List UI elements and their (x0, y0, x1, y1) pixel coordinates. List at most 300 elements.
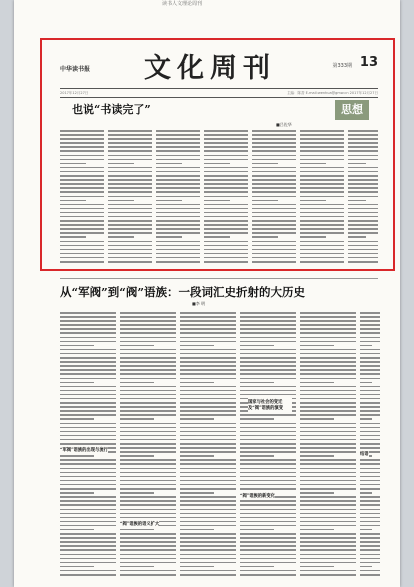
text-line (60, 533, 116, 535)
second-byline: ■李 明 (192, 301, 206, 306)
text-line (180, 353, 236, 355)
text-line (180, 345, 214, 347)
masthead-subline (60, 91, 378, 96)
text-line (60, 171, 104, 173)
text-line (300, 328, 356, 330)
text-line (180, 566, 214, 568)
text-line (120, 472, 176, 474)
text-line (360, 394, 380, 396)
text-line (360, 414, 380, 416)
text-line (120, 373, 176, 375)
text-line (108, 245, 152, 247)
text-line (60, 191, 104, 193)
text-line (180, 509, 236, 511)
text-line (300, 492, 334, 494)
text-line (120, 484, 176, 486)
text-line (360, 373, 380, 375)
text-line (180, 570, 236, 572)
text-line (60, 183, 104, 185)
text-line (348, 171, 378, 173)
text-line (120, 562, 176, 564)
column-badge: 思想 (335, 100, 369, 120)
text-line (120, 517, 176, 519)
text-line (204, 228, 248, 230)
text-line (300, 134, 344, 136)
text-line (300, 349, 356, 351)
text-line (120, 414, 176, 416)
text-line (60, 525, 116, 527)
text-line (360, 570, 380, 572)
text-line (108, 232, 152, 234)
text-line (240, 418, 274, 420)
text-line (156, 208, 200, 210)
text-line (180, 562, 236, 564)
text-line (252, 155, 296, 157)
text-line (240, 558, 296, 560)
masthead-rule (60, 88, 378, 89)
text-line (300, 431, 356, 433)
text-line (204, 150, 248, 152)
text-line (120, 537, 176, 539)
text-line (120, 447, 176, 449)
text-line (156, 253, 200, 255)
text-line (300, 537, 356, 539)
text-line (240, 332, 296, 334)
text-line (156, 146, 200, 148)
text-line (60, 566, 94, 568)
text-line (360, 492, 372, 494)
text-line (60, 312, 116, 314)
text-line (60, 163, 86, 165)
subhead-4: 结语 (360, 452, 369, 457)
text-line (120, 324, 176, 326)
text-line (156, 134, 200, 136)
text-line (60, 196, 104, 198)
second-col-2 (120, 312, 176, 580)
text-line (360, 427, 380, 429)
text-line (180, 443, 236, 445)
text-line (240, 357, 296, 359)
text-line (60, 159, 104, 161)
text-line (108, 200, 134, 202)
text-line (300, 570, 356, 572)
text-line (120, 427, 176, 429)
text-line (120, 353, 176, 355)
text-line (348, 232, 378, 234)
text-line (120, 468, 176, 470)
text-line (300, 241, 344, 243)
text-line (60, 410, 116, 412)
text-line (240, 414, 296, 416)
text-line (120, 529, 154, 531)
text-line (300, 320, 356, 322)
text-line (180, 468, 236, 470)
text-line (240, 480, 296, 482)
text-line (204, 224, 248, 226)
text-line (360, 459, 380, 461)
text-line (240, 337, 296, 339)
text-line (360, 353, 380, 355)
text-line (120, 328, 176, 330)
text-line (360, 320, 380, 322)
text-line (300, 220, 344, 222)
text-line (240, 574, 296, 576)
text-line (60, 463, 116, 465)
date-line: 2017年12月27日 (60, 91, 89, 95)
text-line (300, 554, 356, 556)
text-line (300, 150, 344, 152)
text-line (360, 562, 380, 564)
text-line (60, 349, 116, 351)
text-line (180, 373, 236, 375)
text-line (360, 447, 380, 449)
text-line (360, 349, 380, 351)
text-line (348, 200, 366, 202)
text-line (204, 183, 248, 185)
text-line (240, 517, 296, 519)
text-line (156, 196, 200, 198)
text-line (60, 138, 104, 140)
text-line (60, 549, 116, 551)
text-line (108, 196, 152, 198)
text-line (156, 163, 182, 165)
text-line (348, 204, 378, 206)
text-line (360, 533, 380, 535)
text-line (108, 150, 152, 152)
text-line (360, 418, 372, 420)
text-line (60, 558, 116, 560)
text-line (240, 554, 296, 556)
text-line (156, 142, 200, 144)
text-line (156, 171, 200, 173)
text-line (60, 570, 116, 572)
text-line (240, 431, 296, 433)
text-line (60, 398, 116, 400)
text-line (180, 525, 236, 527)
dateline-right: 主编：陈香 E-mail:wenhua@gmw.cn 2017年12月27日 (287, 91, 378, 95)
text-line (180, 337, 236, 339)
text-line (252, 171, 296, 173)
text-line (300, 345, 334, 347)
text-line (60, 394, 116, 396)
text-line (108, 167, 152, 169)
text-line (180, 357, 236, 359)
second-col-4 (240, 312, 296, 580)
text-line (300, 332, 356, 334)
text-line (300, 504, 356, 506)
text-line (360, 332, 380, 334)
text-line (300, 398, 356, 400)
text-line (348, 216, 378, 218)
text-line (348, 146, 378, 148)
text-line (300, 365, 356, 367)
text-line (300, 341, 356, 343)
text-line (108, 249, 152, 251)
text-line (120, 566, 154, 568)
featured-col-5 (252, 130, 296, 266)
text-line (108, 159, 152, 161)
text-line (60, 504, 116, 506)
text-line (300, 257, 344, 259)
text-line (252, 204, 296, 206)
text-line (240, 439, 296, 441)
text-line (300, 382, 334, 384)
text-line (60, 150, 104, 152)
text-line (300, 455, 334, 457)
text-line (252, 257, 296, 259)
text-line (156, 245, 200, 247)
text-line (348, 191, 378, 193)
text-line (300, 525, 356, 527)
text-line (180, 529, 214, 531)
text-line (156, 220, 200, 222)
text-line (60, 418, 94, 420)
text-line (120, 443, 176, 445)
text-line (300, 480, 356, 482)
text-line (60, 439, 116, 441)
text-line (348, 241, 378, 243)
text-line (120, 394, 176, 396)
text-line (60, 541, 116, 543)
text-line (120, 459, 176, 461)
text-line (60, 204, 104, 206)
text-line (120, 488, 176, 490)
text-line (204, 236, 230, 238)
text-line (204, 245, 248, 247)
text-line (240, 328, 296, 330)
text-line (180, 496, 236, 498)
text-line (252, 187, 296, 189)
text-line (60, 480, 116, 482)
text-line (60, 521, 116, 523)
text-line (180, 394, 236, 396)
text-line (240, 488, 296, 490)
text-line (108, 175, 152, 177)
text-line (156, 150, 200, 152)
text-line (240, 345, 274, 347)
text-line (120, 463, 176, 465)
text-line (204, 232, 248, 234)
second-headline: 从“军阀”到“阀”语族：一段词汇史折射的大历史 (60, 285, 305, 299)
featured-col-7 (348, 130, 378, 266)
text-line (252, 163, 278, 165)
text-line (60, 423, 116, 425)
text-line (156, 261, 200, 263)
text-line (60, 130, 104, 132)
text-line (120, 406, 176, 408)
text-line (204, 134, 248, 136)
text-line (60, 134, 104, 136)
text-line (252, 208, 296, 210)
text-line (156, 228, 200, 230)
text-line (300, 574, 356, 576)
text-line (300, 159, 344, 161)
text-line (348, 155, 378, 157)
text-line (180, 390, 236, 392)
text-line (300, 390, 356, 392)
text-line (348, 134, 378, 136)
text-line (300, 316, 356, 318)
text-line (300, 171, 344, 173)
text-line (60, 488, 116, 490)
text-line (252, 212, 296, 214)
text-line (180, 369, 236, 371)
text-line (204, 163, 230, 165)
text-line (360, 500, 380, 502)
text-line (348, 249, 378, 251)
text-line (60, 554, 116, 556)
text-line (300, 443, 356, 445)
text-line (60, 492, 94, 494)
text-line (204, 200, 230, 202)
text-line (60, 345, 94, 347)
text-line (360, 509, 380, 511)
second-col-3 (180, 312, 236, 580)
text-line (180, 410, 236, 412)
text-line (240, 476, 296, 478)
text-line (180, 463, 236, 465)
text-line (240, 549, 296, 551)
text-line (240, 369, 296, 371)
text-line (252, 253, 296, 255)
text-line (360, 402, 380, 404)
text-line (300, 224, 344, 226)
text-line (300, 459, 356, 461)
featured-col-4 (204, 130, 248, 266)
text-line (360, 410, 380, 412)
text-line (60, 435, 116, 437)
text-line (252, 146, 296, 148)
text-line (240, 570, 296, 572)
text-line (360, 398, 380, 400)
featured-col-1 (60, 130, 104, 266)
text-line (156, 249, 200, 251)
text-line (348, 212, 378, 214)
text-line (348, 187, 378, 189)
text-line (108, 171, 152, 173)
text-line (300, 386, 356, 388)
text-line (240, 504, 296, 506)
text-line (60, 187, 104, 189)
text-line (252, 138, 296, 140)
text-line (180, 423, 236, 425)
subhead-3: “阀”语族的新变化 (240, 494, 276, 499)
text-line (300, 163, 326, 165)
text-line (300, 312, 356, 314)
text-line (204, 191, 248, 193)
text-line (360, 345, 372, 347)
text-line (204, 175, 248, 177)
text-line (180, 439, 236, 441)
text-line (180, 451, 236, 453)
text-line (108, 163, 134, 165)
text-line (204, 167, 248, 169)
text-line (108, 257, 152, 259)
text-line (300, 418, 334, 420)
text-line (300, 232, 344, 234)
second-col-6 (360, 312, 380, 580)
text-line (180, 349, 236, 351)
text-line (300, 208, 344, 210)
text-line (60, 142, 104, 144)
text-line (240, 316, 296, 318)
text-line (240, 451, 296, 453)
text-line (156, 232, 200, 234)
text-line (204, 130, 248, 132)
text-line (120, 574, 176, 576)
text-line (156, 257, 200, 259)
text-line (300, 447, 356, 449)
text-line (252, 232, 296, 234)
text-line (360, 357, 380, 359)
text-line (300, 187, 344, 189)
text-line (180, 484, 236, 486)
text-line (204, 179, 248, 181)
text-line (300, 216, 344, 218)
text-line (300, 517, 356, 519)
subline-rule (60, 97, 378, 98)
text-line (348, 208, 378, 210)
text-line (300, 361, 356, 363)
text-line (252, 130, 296, 132)
text-line (60, 574, 116, 576)
text-line (120, 558, 176, 560)
text-line (60, 253, 104, 255)
text-line (120, 500, 176, 502)
text-line (60, 208, 104, 210)
text-line (60, 484, 116, 486)
text-line (348, 159, 378, 161)
text-line (360, 525, 380, 527)
subhead-2: “阀”语族的语义扩大 (120, 522, 160, 527)
text-line (360, 361, 380, 363)
text-line (120, 496, 176, 498)
text-line (180, 435, 236, 437)
text-line (240, 324, 296, 326)
text-line (180, 455, 214, 457)
text-line (60, 216, 104, 218)
text-line (300, 484, 356, 486)
text-line (360, 521, 380, 523)
text-line (60, 386, 116, 388)
text-line (60, 212, 104, 214)
text-line (120, 337, 176, 339)
text-line (180, 545, 236, 547)
text-line (108, 142, 152, 144)
text-line (252, 183, 296, 185)
text-line (120, 365, 176, 367)
text-line (360, 431, 380, 433)
text-line (120, 541, 176, 543)
text-line (180, 431, 236, 433)
text-line (60, 179, 104, 181)
text-line (300, 373, 356, 375)
text-line (348, 183, 378, 185)
text-line (360, 406, 380, 408)
featured-headline: 也说“书读完了” (72, 103, 151, 116)
text-line (300, 204, 344, 206)
text-line (108, 138, 152, 140)
text-line (204, 208, 248, 210)
text-line (252, 245, 296, 247)
text-line (360, 472, 380, 474)
text-line (300, 476, 356, 478)
text-line (60, 249, 104, 251)
text-line (156, 187, 200, 189)
text-line (180, 316, 236, 318)
text-line (240, 378, 296, 380)
text-line (300, 261, 344, 263)
